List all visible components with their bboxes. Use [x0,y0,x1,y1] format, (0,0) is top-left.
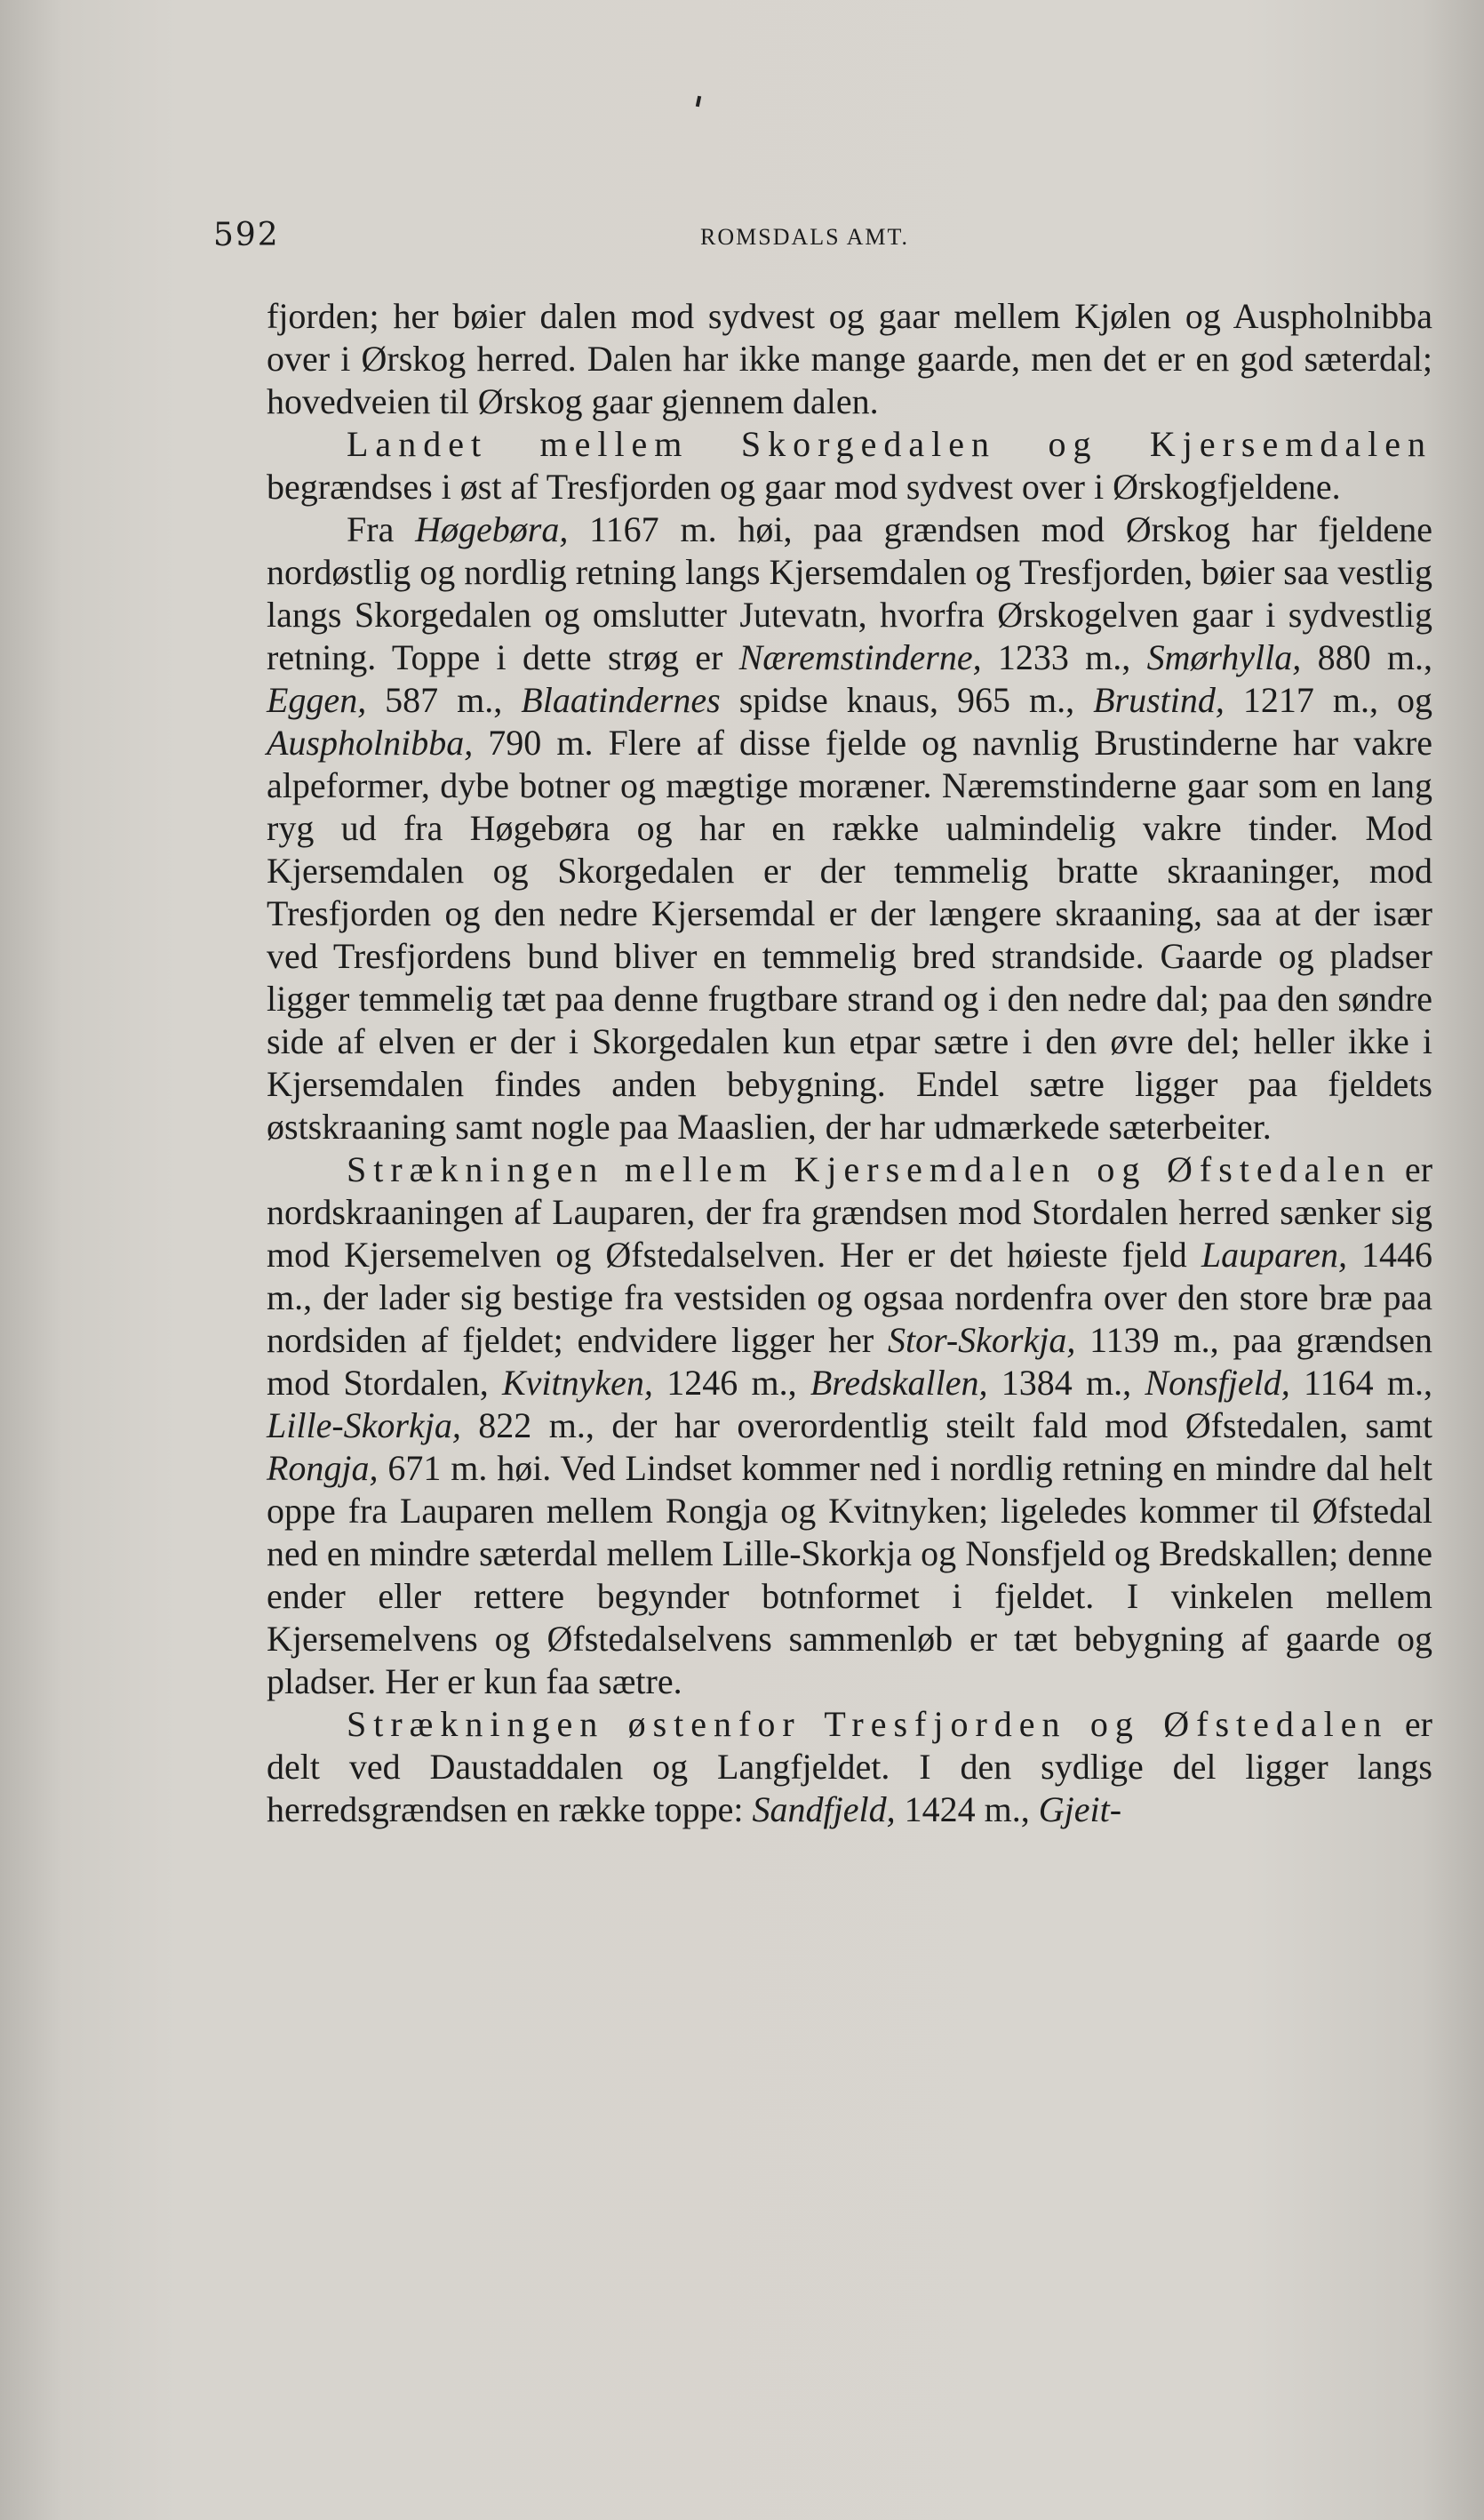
place-name: Blaatindernes [521,680,721,720]
print-mark [696,96,701,108]
text-run: spidse knaus, 965 m., [720,680,1094,720]
place-name: Brustind, [1093,680,1225,720]
text-run: 1164 m., [1289,1363,1432,1403]
running-head: ROMSDALS AMT. [700,224,910,250]
text-run: 822 m., der har overordentlig steilt fald mod Øfstedalen, samt [460,1405,1432,1445]
place-name: Nonsfjeld, [1145,1363,1290,1403]
text-run: er nordskraaningen af Lauparen, der fra grændsen mod Stordalen herred sænker sig mod Kjersemelven og Øfstedalselven. Her er det høieste fjeld [267,1149,1433,1275]
text-run: fjorden; her bøier dalen mod sydvest og gaar mellem Kjølen og Auspholnibba over i Ørskog herred. Dalen har ikke mange gaarde, men det er en god sæterdal; hovedveien til Ørskog gaar gjennem dalen. [267,296,1432,421]
text-run: 1384 m., [987,1363,1145,1403]
page-number: 592 [213,217,280,253]
place-name: Lauparen, [1201,1235,1347,1275]
text-run: 1246 m., [652,1363,810,1403]
place-name: Stor-Skorkja, [887,1320,1076,1360]
body-text [267,295,1432,1831]
paragraph-p4 [267,1148,1432,1703]
text-run: 671 m. høi. Ved Lindset kommer ned i nordlig retning en mindre dal helt oppe fra Lauparen mellem Rongja og Kvitnyken; ligeledes kommer til Øfstedal ned en mindre sæterdal mellem Lille-Skorkja og Nonsfjeld og Bredskallen; denne ender eller rettere begynder botnformet i fjeldet. I vinkelen mellem Kjersemelvens og Øfstedalselvens sammenløb er tæt bebygning af gaarde og pladser. Her er kun faa sætre. [267,1448,1432,1701]
page-header [213,217,1431,261]
text-run: 790 m. Flere af disse fjelde og navnlig Brustinderne har vakre alpeformer, dybe botner og mægtige moræner. Næremstinderne gaar som en lang ryg ud fra Høgebøra og har en række ualmindelig vakre tinder. Mod Kjersemdalen og Skorgedalen er der temmelig bratte skraaninger, mod Tresfjorden og den nedre Kjersemdal er der længere skraaning, saa at der især ved Tresfjordens bund bliver en temmelig bred strandside. Gaarde og pladser ligger temmelig tæt paa denne frugtbare strand og i den nedre dal; paa den søndre side af elven er der i Skorgedalen kun etpar sætre i den øvre del; heller ikke i Kjersemdalen findes anden bebygning. Endel sætre ligger paa fjeldets østskraaning samt nogle paa Maaslien, der har udmærkede sæterbeiter. [267,723,1432,1147]
section-lead: Strækningen østenfor Tresfjorden og Øfstedalen [347,1704,1389,1744]
place-name: Smørhylla, [1146,637,1302,677]
place-name: Rongja, [267,1448,379,1488]
text-run: 1167 m. høi, paa grændsen mod Ørskog har fjeldene nordøstlig og nordlig retning langs Kjersemdalen og Tresfjorden, bøier saa vestlig langs Skorgedalen og omslutter Jutevatn, hvorfra Ørskogelven gaar i sydvestlig retning. Toppe i dette strøg er [267,509,1433,677]
place-name: Lille-Skorkja, [267,1405,461,1445]
section-lead: Landet mellem Skorgedalen og Kjersemdalen [347,424,1432,464]
paragraph-p5 [267,1703,1432,1831]
place-name: Eggen, [267,680,367,720]
text-run: 880 m., [1301,637,1432,677]
place-name: Bredskallen, [810,1363,988,1403]
section-lead: Strækningen mellem Kjersemdalen og Øfstedalen [347,1149,1392,1189]
text-run: 1217 m., og [1224,680,1432,720]
text-run: Fra [347,509,416,549]
text-run: 1233 m., [981,637,1147,677]
text-run: 587 m., [366,680,522,720]
text-run: er delt ved Daustaddalen og Langfjeldet. I den sydlige del ligger langs herredsgrændsen en række toppe: [267,1704,1433,1829]
paragraph-p1 [267,295,1432,423]
paragraph-p3 [267,508,1432,1148]
text-run: 1446 m., der lader sig bestige fra vestsiden og ogsaa nordenfra over den store bræ paa nordsiden af fjeldet; endvidere ligger her [267,1235,1432,1360]
place-name: Auspholnibba, [267,723,474,763]
place-name: Høgebøra, [415,509,569,549]
text-run: 1139 m., paa grændsen mod Stordalen, [267,1320,1432,1403]
place-name: Gjeit- [1038,1789,1122,1829]
place-name: Sandfjeld, [752,1789,896,1829]
text-run: 1424 m., [895,1789,1039,1829]
text-run: begrændses i øst af Tresfjorden og gaar mod sydvest over i Ørskogfjeldene. [267,467,1341,507]
place-name: Kvitnyken, [501,1363,653,1403]
place-name: Næremstinderne, [738,637,982,677]
paragraph-p2 [267,423,1432,508]
